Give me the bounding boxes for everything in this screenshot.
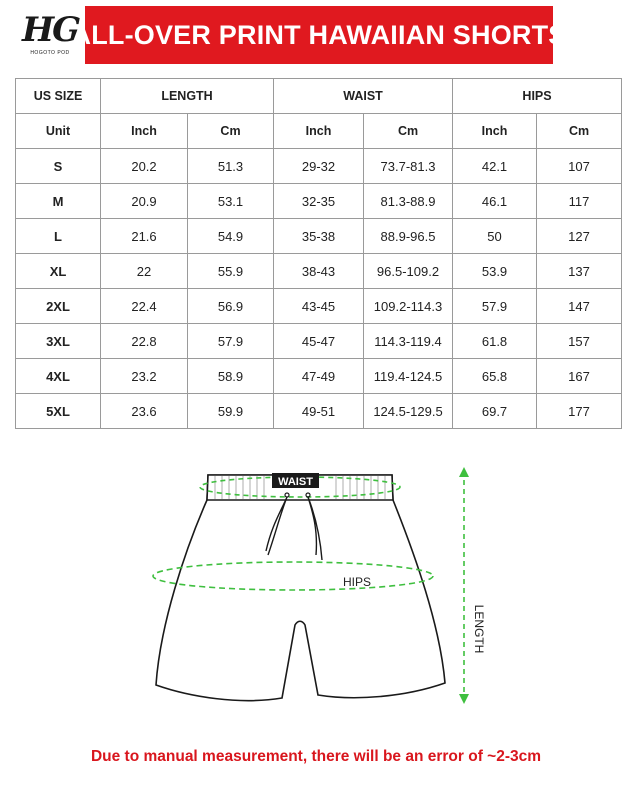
- value-cell: 96.5-109.2: [364, 254, 453, 289]
- header-hips: HIPS: [453, 79, 622, 114]
- table-row: [16, 324, 622, 359]
- page-title: ALL-OVER PRINT HAWAIIAN SHORTS: [71, 19, 567, 50]
- value-cell: 22.8: [101, 324, 188, 359]
- brand-logo: [22, 10, 78, 60]
- value-cell: 53.9: [453, 254, 537, 289]
- value-cell: 88.9-96.5: [364, 219, 453, 254]
- value-cell: 57.9: [188, 324, 274, 359]
- size-cell: 5XL: [16, 394, 101, 429]
- unit-header: Unit: [16, 114, 101, 149]
- value-cell: 57.9: [453, 289, 537, 324]
- size-cell: M: [16, 184, 101, 219]
- value-cell: 119.4-124.5: [364, 359, 453, 394]
- length-label: LENGTH: [472, 604, 486, 654]
- unit-header: Inch: [274, 114, 364, 149]
- value-cell: 51.3: [188, 149, 274, 184]
- value-cell: 56.9: [188, 289, 274, 324]
- value-cell: 22: [101, 254, 188, 289]
- header-us-size: US SIZE: [16, 79, 101, 114]
- value-cell: 50: [453, 219, 537, 254]
- table-row: [16, 359, 622, 394]
- value-cell: 59.9: [188, 394, 274, 429]
- value-cell: 147: [537, 289, 622, 324]
- size-cell: L: [16, 219, 101, 254]
- unit-header: Cm: [364, 114, 453, 149]
- size-cell: 3XL: [16, 324, 101, 359]
- value-cell: 65.8: [453, 359, 537, 394]
- value-cell: 157: [537, 324, 622, 359]
- waist-label: WAIST: [278, 476, 313, 488]
- value-cell: 42.1: [453, 149, 537, 184]
- value-cell: 35-38: [274, 219, 364, 254]
- value-cell: 21.6: [101, 219, 188, 254]
- logo-mark: HG: [22, 10, 80, 50]
- unit-header: Cm: [537, 114, 622, 149]
- value-cell: 38-43: [274, 254, 364, 289]
- value-cell: 81.3-88.9: [364, 184, 453, 219]
- value-cell: 53.1: [188, 184, 274, 219]
- value-cell: 177: [537, 394, 622, 429]
- value-cell: 47-49: [274, 359, 364, 394]
- value-cell: 124.5-129.5: [364, 394, 453, 429]
- value-cell: 114.3-119.4: [364, 324, 453, 359]
- table-row: [16, 254, 622, 289]
- value-cell: 137: [537, 254, 622, 289]
- table-row: [16, 184, 622, 219]
- value-cell: 117: [537, 184, 622, 219]
- hips-label: HIPS: [342, 575, 372, 589]
- unit-header: Cm: [188, 114, 274, 149]
- table-group-header-row: [16, 79, 622, 114]
- unit-header: Inch: [453, 114, 537, 149]
- size-cell: 2XL: [16, 289, 101, 324]
- value-cell: 61.8: [453, 324, 537, 359]
- value-cell: 23.2: [101, 359, 188, 394]
- value-cell: 32-35: [274, 184, 364, 219]
- value-cell: 107: [537, 149, 622, 184]
- measurement-note: Due to manual measurement, there will be an error of ~2-3cm: [90, 748, 542, 765]
- value-cell: 43-45: [274, 289, 364, 324]
- table-row: [16, 394, 622, 429]
- value-cell: 29-32: [274, 149, 364, 184]
- unit-header: Inch: [101, 114, 188, 149]
- value-cell: 23.6: [101, 394, 188, 429]
- table-row: [16, 289, 622, 324]
- value-cell: 46.1: [453, 184, 537, 219]
- value-cell: 20.2: [101, 149, 188, 184]
- size-cell: XL: [16, 254, 101, 289]
- value-cell: 109.2-114.3: [364, 289, 453, 324]
- shorts-outline: [156, 475, 445, 701]
- logo-subtext: HOGOTO POD: [30, 50, 70, 56]
- value-cell: 49-51: [274, 394, 364, 429]
- header-length: LENGTH: [101, 79, 274, 114]
- size-cell: 4XL: [16, 359, 101, 394]
- shorts-diagram: [140, 455, 500, 715]
- value-cell: 73.7-81.3: [364, 149, 453, 184]
- value-cell: 58.9: [188, 359, 274, 394]
- value-cell: 127: [537, 219, 622, 254]
- size-chart-table: [15, 78, 622, 429]
- value-cell: 22.4: [101, 289, 188, 324]
- value-cell: 54.9: [188, 219, 274, 254]
- header-waist: WAIST: [274, 79, 453, 114]
- value-cell: 55.9: [188, 254, 274, 289]
- title-banner: [71, 6, 567, 64]
- value-cell: 20.9: [101, 184, 188, 219]
- table-row: [16, 219, 622, 254]
- value-cell: 69.7: [453, 394, 537, 429]
- header: [0, 0, 632, 72]
- value-cell: 167: [537, 359, 622, 394]
- size-cell: S: [16, 149, 101, 184]
- value-cell: 45-47: [274, 324, 364, 359]
- table-unit-header-row: [16, 114, 622, 149]
- table-row: [16, 149, 622, 184]
